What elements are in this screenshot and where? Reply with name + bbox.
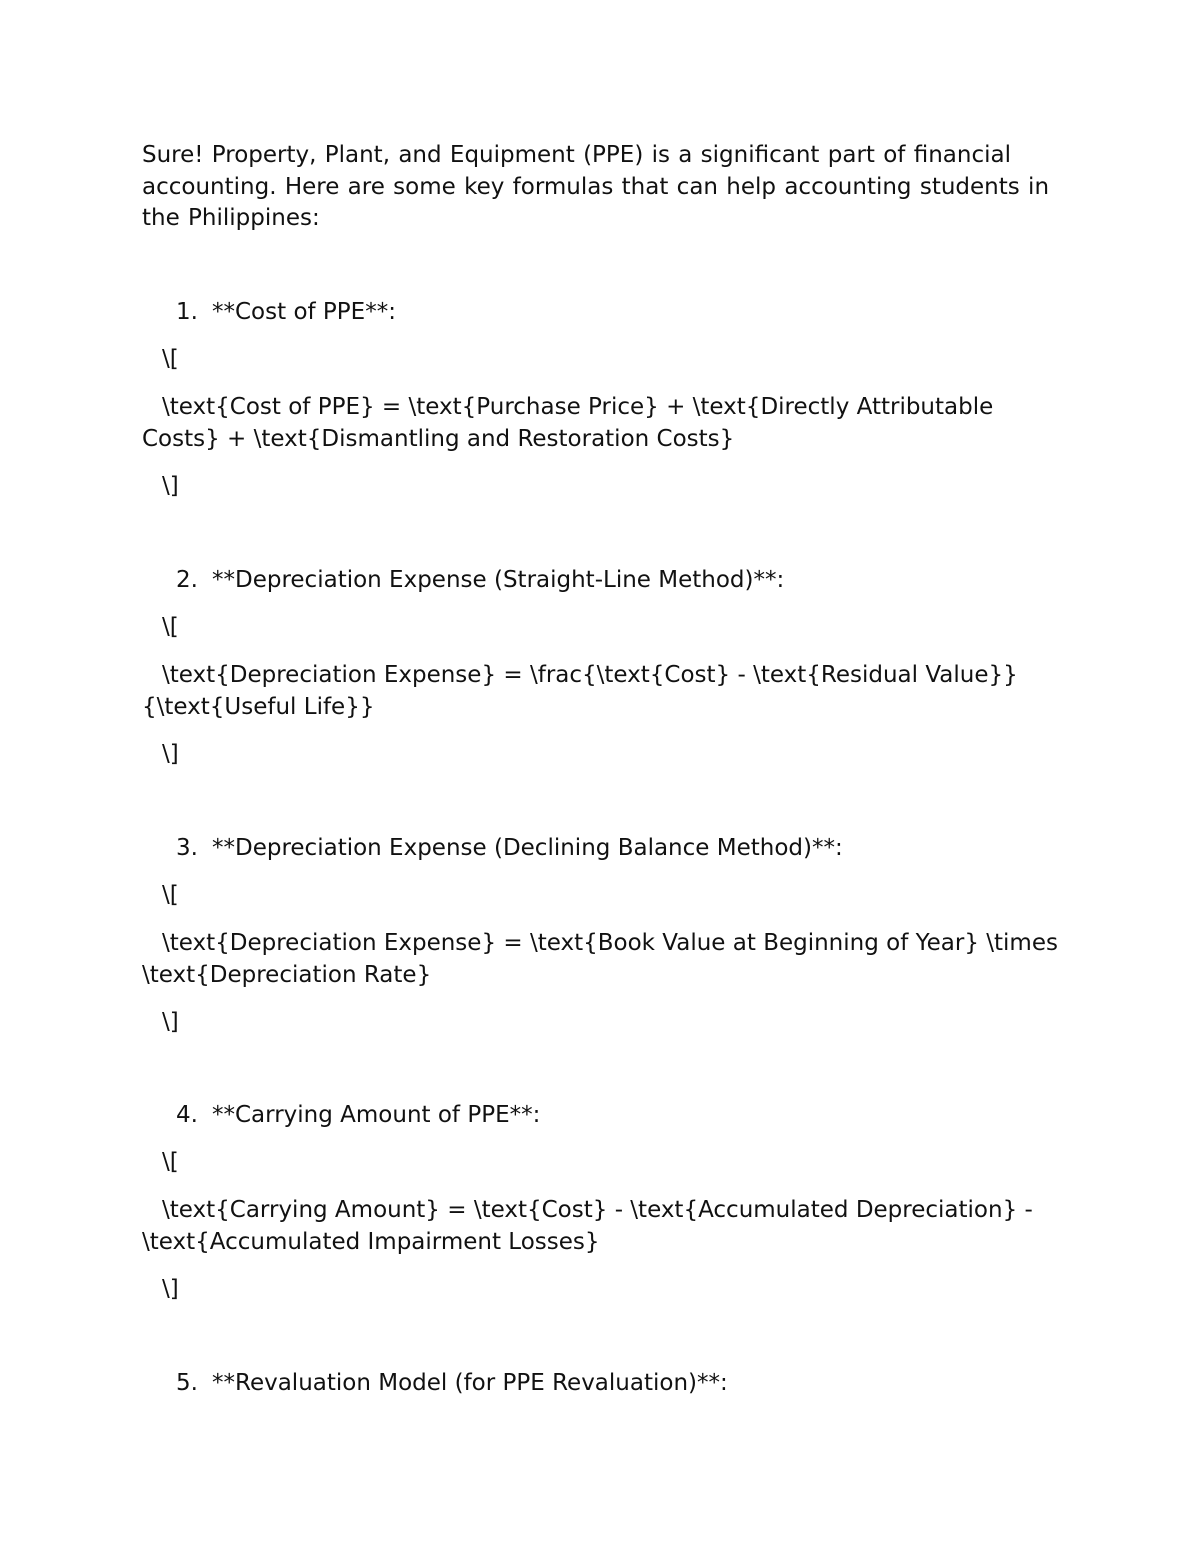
item-4-title (176, 1100, 540, 1132)
item-3-title (176, 833, 843, 865)
item-3-close-delimiter: \] (162, 1009, 179, 1035)
item-2-close-delimiter: \] (162, 741, 179, 767)
item-2-formula: \text{Depreciation Expense} = \frac{\text{Cost} - \text{Residual Value}}{\text{Useful Life}} (142, 662, 1018, 720)
item-2-title-text: **Depreciation Expense (Straight-Line Method)**: (212, 567, 785, 593)
item-4-formula: \text{Carrying Amount} = \text{Cost} - \text{Accumulated Depreciation} - \text{Accumulated Impairment Losses} (142, 1197, 1033, 1255)
item-1-open-delimiter: \[ (162, 346, 179, 372)
item-4-number: 4. (176, 1102, 198, 1128)
item-4-open-delimiter: \[ (162, 1149, 179, 1175)
item-3-title-text: **Depreciation Expense (Declining Balance Method)**: (212, 835, 843, 861)
intro-paragraph: Sure! Property, Plant, and Equipment (PPE) is a significant part of financial accounting. Here are some key formulas that can help accounting students in the Philippines: (142, 142, 1050, 231)
item-2-number: 2. (176, 567, 198, 593)
item-1-title (176, 297, 396, 329)
item-1-title-text: **Cost of PPE**: (212, 299, 396, 325)
item-5-title-text: **Revaluation Model (for PPE Revaluation)**: (212, 1370, 728, 1396)
item-3-number: 3. (176, 835, 198, 861)
item-3-open-delimiter: \[ (162, 882, 179, 908)
item-2-open-delimiter: \[ (162, 614, 179, 640)
item-5-number: 5. (176, 1370, 198, 1396)
item-4-close-delimiter: \] (162, 1276, 179, 1302)
item-4-title-text: **Carrying Amount of PPE**: (212, 1102, 541, 1128)
item-3-formula: \text{Depreciation Expense} = \text{Book Value at Beginning of Year} \times \text{Depreciation Rate} (142, 930, 1058, 988)
item-2-title (176, 565, 784, 597)
item-1-number: 1. (176, 299, 198, 325)
item-5-title (176, 1368, 728, 1400)
item-1-formula: \text{Cost of PPE} = \text{Purchase Price} + \text{Directly Attributable Costs} + \text{Dismantling and Restoration Costs} (142, 394, 994, 452)
item-1-close-delimiter: \] (162, 473, 179, 499)
